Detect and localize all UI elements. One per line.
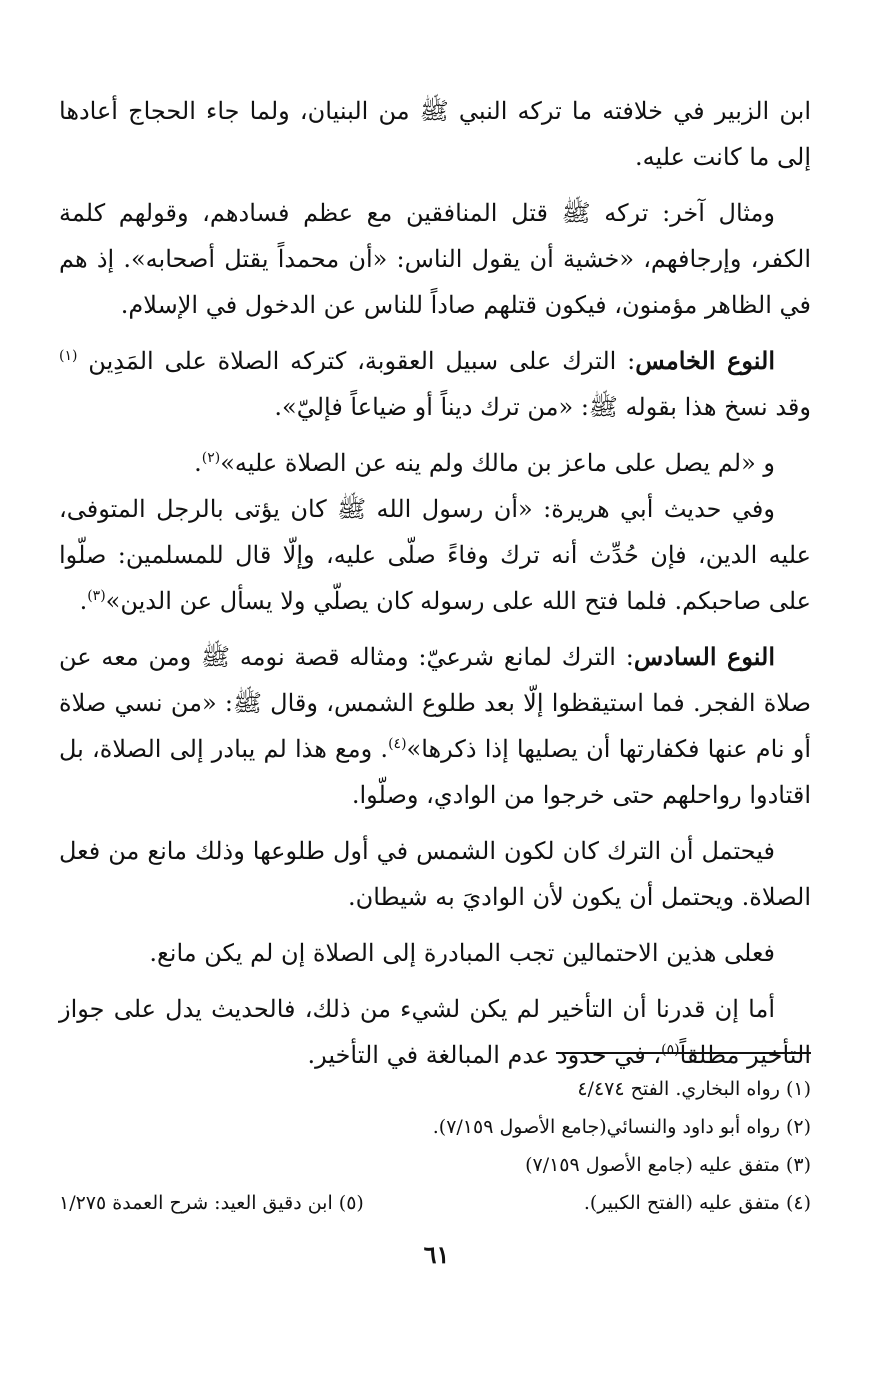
footnote-marker: (٣) xyxy=(87,588,106,604)
footnotes xyxy=(59,1070,811,1222)
footnote-1: (١) رواه البخاري. الفتح ٤/٤٧٤ xyxy=(577,1078,811,1100)
footnote-marker: (٥) xyxy=(661,1042,680,1058)
footnote-row xyxy=(59,1184,811,1222)
text-run: : الترك لمانع شرعيّ: ومثاله قصة نومه ﷺ ومن معه عن صلاة الفجر. فما استيقظوا إلّا بعد طلوع الشمس، وقال ﷺ: «من نسي صلاة أو نام عنها فكفارتها أن يصليها إذا ذكرها» xyxy=(59,643,811,763)
paragraph xyxy=(59,88,811,180)
paragraph xyxy=(59,828,811,920)
text-run: . xyxy=(194,449,202,477)
page-number: ٦١ xyxy=(423,1240,450,1269)
text-run: ومثال آخر: تركه ﷺ قتل المنافقين مع عظم فسادهم، وقولهم كلمة الكفر، وإرجافهم، «خشية أن يقول الناس: «أن محمداً يقتل أصحابه». إذ هم في الظاهر مؤمنون، فيكون قتلهم صاداً للناس عن الدخول في الإسلام. xyxy=(59,199,811,319)
text-run: أما إن قدرنا أن التأخير لم يكن لشيء من ذلك، فالحديث يدل على جواز التأخير مطلقاً xyxy=(59,995,811,1069)
paragraph xyxy=(59,338,811,430)
section-heading: النوع السادس xyxy=(633,642,775,671)
section-heading: النوع الخامس xyxy=(635,346,776,375)
paragraph xyxy=(59,190,811,328)
paragraph xyxy=(59,986,811,1078)
footnote-separator xyxy=(556,1052,811,1054)
main-text xyxy=(59,88,811,1088)
footnote-5: (٥) ابن دقيق العيد: شرح العمدة ١/٢٧٥ xyxy=(59,1192,364,1214)
paragraph xyxy=(59,634,811,818)
footnote-marker: (٤) xyxy=(388,736,407,752)
footnote-3: (٣) متفق عليه (جامع الأصول ٧/١٥٩) xyxy=(525,1154,811,1176)
paragraph xyxy=(59,486,811,624)
text-run: . ومع هذا لم يبادر إلى الصلاة، بل اقتادوا رواحلهم حتى خرجوا من الوادي، وصلّوا. xyxy=(59,735,811,809)
footnote-marker: (١) xyxy=(59,348,78,364)
text-run: ، في حدود عدم المبالغة في التأخير. xyxy=(307,1041,662,1069)
text-run: : الترك على سبيل العقوبة، كتركه الصلاة على المَدِين xyxy=(77,347,636,375)
text-run: فيحتمل أن الترك كان لكون الشمس في أول طلوعها وذلك مانع من فعل الصلاة. ويحتمل أن يكون لأن الواديَ به شيطان. xyxy=(59,837,811,911)
text-run: . xyxy=(79,587,88,615)
paragraph xyxy=(59,930,811,976)
text-run: وقد نسخ هذا بقوله ﷺ: «من ترك ديناً أو ضياعاً فإليّ». xyxy=(274,393,811,421)
footnote-marker: (٢) xyxy=(201,450,221,466)
footnote-4: (٤) متفق عليه (الفتح الكبير). xyxy=(583,1192,811,1214)
text-run: و «لم يصل على ماعز بن مالك ولم ينه عن الصلاة عليه» xyxy=(220,449,775,477)
text-run: ابن الزبير في خلافته ما تركه النبي ﷺ من البنيان، ولما جاء الحجاج أعادها إلى ما كانت عليه. xyxy=(59,97,811,171)
text-run: فعلى هذين الاحتمالين تجب المبادرة إلى الصلاة إن لم يكن مانع. xyxy=(149,939,775,967)
paragraph xyxy=(59,440,811,486)
text-run: وفي حديث أبي هريرة: «أن رسول الله ﷺ كان يؤتى بالرجل المتوفى، عليه الدين، فإن حُدِّث أنه ترك وفاءً صلّى عليه، وإلّا قال للمسلمين: صلّوا على صاحبكم. فلما فتح الله على رسوله كان يصلّي ولا يسأل عن الدين» xyxy=(59,495,811,615)
footnote-2: (٢) رواه أبو داود والنسائي(جامع الأصول ٧/١٥٩). xyxy=(432,1116,811,1138)
